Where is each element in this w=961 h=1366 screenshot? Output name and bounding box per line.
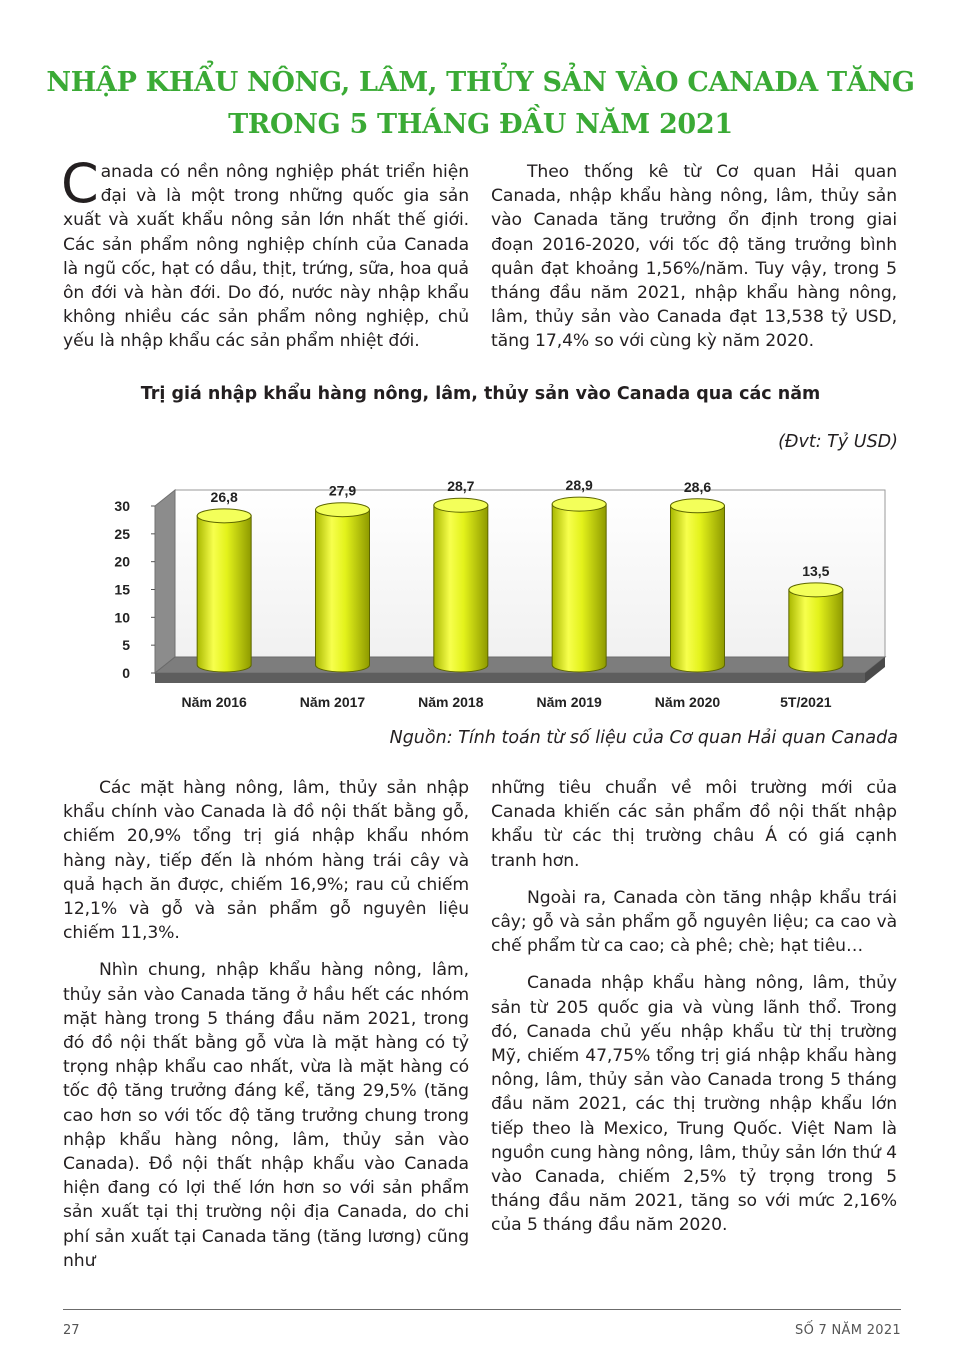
bar [671,479,725,672]
bar-top [671,499,725,513]
bar-value-label: 13,5 [802,562,830,579]
y-tick-label: 0 [122,665,130,681]
intro-left-column [61,152,469,354]
x-tick-label: Năm 2019 [536,694,602,710]
bar-value-label: 28,7 [447,478,475,495]
y-tick-label: 15 [114,581,130,598]
bar-body [671,506,725,672]
chart-source: Nguồn: Tính toán từ số liệu của Cơ quan Hải quan Canada [389,728,898,748]
bar-body [197,516,251,672]
bar-top [197,509,251,523]
y-tick-label: 30 [114,498,130,514]
x-tick-label: Năm 2018 [418,694,484,710]
x-tick-label: Năm 2016 [181,694,247,710]
y-tick-label: 5 [122,637,130,654]
y-tick-label: 25 [114,525,130,542]
intro-right-column [491,160,897,354]
chart-caption: Trị giá nhập khẩu hàng nông, lâm, thủy sản vào Canada qua các năm [140,384,821,404]
bar-top [789,583,843,597]
bar-value-label: 28,9 [565,477,593,494]
bar-body [789,590,843,672]
bar [434,478,488,672]
floor-front [155,673,865,683]
title-line-2: TRONG 5 THÁNG ĐẦU NĂM 2021 [228,109,733,140]
x-tick-label: 5T/2021 [780,694,832,710]
bar [197,489,251,672]
back-wall [175,490,885,657]
intro-left-text: anada có nền nông nghiệp phát triển hiện đại và là một trong những quốc gia sản xuất và xuất khẩu nông sản lớn nhất thế giới. Các sản phẩm nông nghiệp chính của Canada là ngũ cốc, hạt có dầu, thịt, trứng, sữa, hoa quả ôn đới và hàn đới. Do đó, nước này nhập khẩu không nhiều các sản phẩm nông nghiệp, chủ yếu là nhập khẩu các sản phẩm nhiệt đới. [63,162,469,352]
bar-body [434,505,488,672]
side-wall [155,490,175,673]
x-tick-label: Năm 2020 [654,694,721,710]
article-title [40,62,921,146]
body-left-paragraph-2: Nhìn chung, nhập khẩu hàng nông, lâm, thủy sản vào Canada tăng ở hầu hết các nhóm mặt hàng trong 5 tháng đầu năm 2021, trong đó đồ nội thất bằng gỗ vừa là mặt hàng có tỷ trọng nhập khẩu cao nhất, vừa là mặt hàng có tốc độ tăng trưởng đáng kể, tăng 29,5% (tăng cao hơn so với tốc độ tăng trưởng chung trong nhập khẩu hàng nông, lâm, thủy sản vào Canada). Đồ nội thất nhập khẩu vào Canada hiện đang có lợi thế lớn hơn so với sản phẩm sản xuất tại thị trường nội địa Canada, do chi phí sản xuất tại Canada tăng (tăng lương) cũng như [63,960,469,1271]
bar-top [316,503,370,517]
floor-top [155,657,885,673]
bar-value-label: 26,8 [210,488,238,505]
x-tick-label: Năm 2017 [299,694,366,710]
bar-body [552,504,606,672]
bar [552,477,606,672]
intro-left-paragraph [61,152,469,354]
bar [316,483,370,672]
chart-unit: (Đvt: Tỷ USD) [778,432,898,452]
intro-right-paragraph: Theo thống kê từ Cơ quan Hải quan Canada, nhập khẩu hàng nông, lâm, thủy sản vào Canada tăng trưởng ổn định trong giai đoạn 2016-2020, với tốc độ tăng trưởng bình quân đạt khoảng 1,56%/năm. Tuy vậy, trong 5 tháng đầu năm 2021, nhập khẩu hàng nông, lâm, thủy sản vào Canada đạt 13,538 tỷ USD, tăng 17,4% so với cùng kỳ năm 2020. [491,162,897,352]
bar-chart [95,468,895,718]
body-left-paragraph-1: Các mặt hàng nông, lâm, thủy sản nhập khẩu chính vào Canada là đồ nội thất bằng gỗ, chiếm 20,9% tổng trị giá nhập khẩu nhóm hàng này, tiếp đến là nhóm hàng trái cây và quả hạch ăn được, chiếm 16,9%; rau củ chiếm 12,1% và gỗ và sản phẩm gỗ nguyên liệu chiếm 11,3%. [63,778,469,944]
title-line-1: NHẬP KHẨU NÔNG, LÂM, THỦY SẢN VÀO CANADA TĂNG [46,67,915,98]
body-left-column [63,776,469,1273]
page-number: 27 [63,1323,80,1338]
bar-top [552,497,606,511]
body-right-paragraph-3: Canada nhập khẩu hàng nông, lâm, thủy sản từ 205 quốc gia và vùng lãnh thổ. Trong đó, Canada chủ yếu nhập khẩu từ thị trường Mỹ, chiếm 47,75% tổng trị giá nhập khẩu hàng nông, lâm, thủy sản vào Canada trong 5 tháng đầu năm 2021, các thị trường nhập khẩu lớn tiếp theo là Mexico, Trung Quốc. Việt Nam là nguồn cung hàng nông, lâm, thủy sản lớn thứ 4 vào Canada, chiếm 2,5% tỷ trọng trong 5 tháng đầu năm 2021, tăng so với mức 2,16% của 5 tháng đầu năm 2020. [491,973,897,1236]
body-right-paragraph-2: Ngoài ra, Canada còn tăng nhập khẩu trái cây; gỗ và sản phẩm gỗ nguyên liệu; ca cao và chế phẩm từ ca cao; cà phê; chè; hạt tiêu… [491,887,897,957]
footer-rule [63,1309,901,1310]
x-axis-labels [181,694,831,710]
bar-top [434,498,488,512]
bar-value-label: 28,6 [683,478,712,495]
y-axis [114,498,155,681]
issue-label: SỐ 7 NĂM 2021 [795,1323,901,1338]
chart-frame [155,490,885,683]
y-tick-label: 20 [114,553,130,570]
body-right-column [491,776,897,1238]
body-right-paragraph-1: những tiêu chuẩn về môi trường mới của Canada khiến các sản phẩm đồ nội thất nhập khẩu từ các thị trường châu Á có giá cạnh tranh hơn. [491,778,897,871]
bar-body [316,510,370,672]
bar-value-label: 27,9 [328,482,357,499]
y-tick-label: 10 [114,609,130,626]
drop-cap: C [61,152,99,215]
